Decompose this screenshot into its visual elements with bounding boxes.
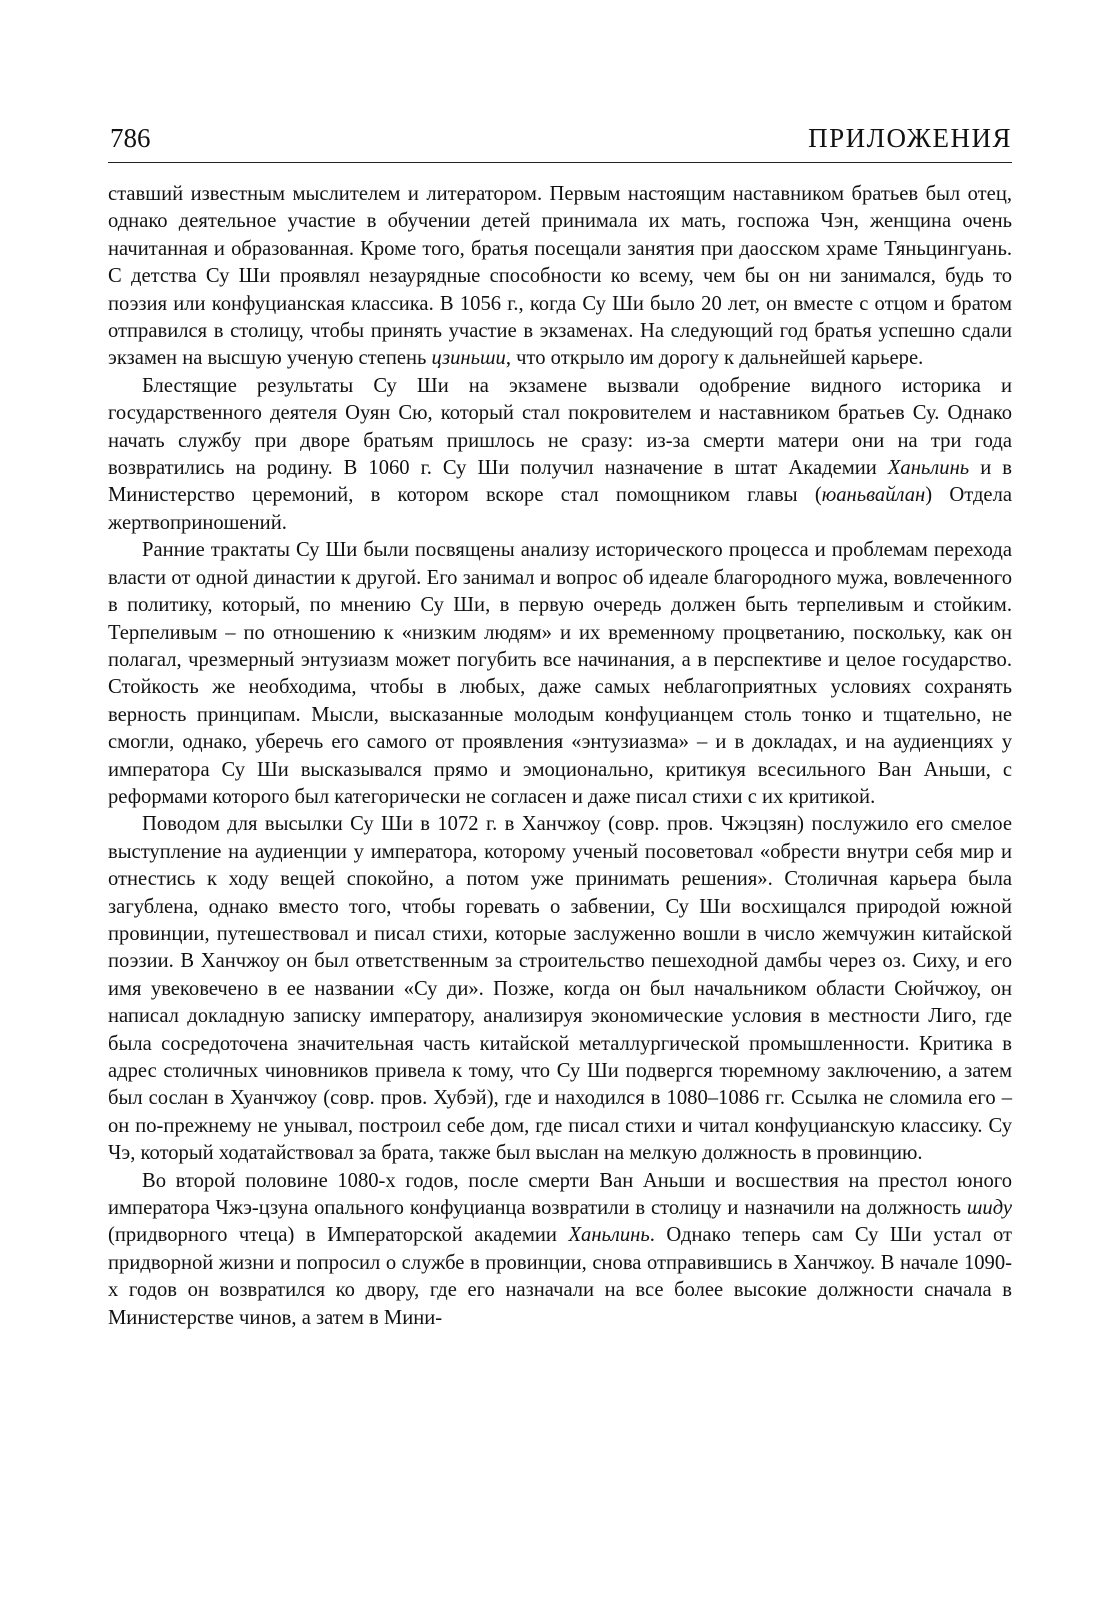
text-run: и в Министерство церемоний, в котором вскоре стал помощником главы ( bbox=[108, 457, 1012, 507]
text-run: Ранние трактаты Су Ши были посвящены анализу исторического процесса и проблемам перехода власти от одной династии к другой. Его занимал и вопрос об идеале благородного мужа, вовлеченного в политику, который, по мнению Су Ши, в первую очередь должен быть терпеливым и стойким. Терпеливым – по отношению к «низким людям» и их временному процветанию, поскольку, как он полагал, чрезмерный энтузиазм может погубить все начинания, а в перспективе и целое государство. Стойкость же необходима, чтобы в любых, даже самых неблагоприятных условиях сохранять верность принципам. Мысли, высказанные молодым конфуцианцем столь тонко и тщательно, не смогли, однако, уберечь его самого от проявления «энтузиазма» – и в докладах, и на аудиенциях у императора Су Ши высказывался прямо и эмоционально, критикуя всесильного Ван Аньши, с реформами которого был категорически не согласен и даже писал стихи с их критикой. bbox=[108, 539, 1012, 808]
italic-term: Ханьлинь bbox=[568, 1224, 650, 1247]
text-run: ) Отдела жертвоприношений. bbox=[108, 484, 1012, 534]
text-run: Во второй половине 1080-х годов, после смерти Ван Аньши и восшествия на престол юного императора Чжэ-цзуна опального конфуцианца возвратили в столицу и назначили на должность bbox=[108, 1169, 1012, 1220]
italic-term: цзиньши bbox=[431, 347, 506, 370]
text-run: ставший известным мыслителем и литератором. Первым настоящим наставником братьев был отец, однако деятельное участие в обучении детей принимала их мать, госпожа Чэн, женщина очень начитанная и образованная. Кроме того, братья посещали занятия при даосском храме Тяньцингуань. С детства Су Ши проявлял незаурядные способности ко всему, чем бы он ни занимался, будь то поэзия или конфуцианская классика. В 1056 г., когда Су Ши было 20 лет, он вместе с отцом и братом отправился в столицу, чтобы принять участие в экзаменах. На следующий год братья успешно сдали экзамен на высшую ученую степень bbox=[108, 183, 1012, 370]
paragraph bbox=[108, 181, 1012, 373]
italic-term: шиду bbox=[966, 1197, 1012, 1220]
book-page bbox=[108, 118, 1012, 1332]
paragraph bbox=[108, 811, 1012, 1167]
paragraph bbox=[108, 1168, 1012, 1332]
text-run: Поводом для высылки Су Ши в 1072 г. в Ханчжоу (совр. пров. Чжэцзян) послужило его смелое выступление на аудиенции у императора, которому ученый посоветовал «обрести внутри себя мир и отнестись к ходу вещей спокойно, а потом уже принимать решения». Столичная карьера была загублена, однако вместо того, чтобы горевать о забвении, Су Ши восхищался природой южной провинции, путешествовал и писал стихи, которые заслуженно вошли в число жемчужин китайской поэзии. В Ханчжоу он был ответственным за строительство пешеходной дамбы через оз. Сиху, и его имя увековечено в ее названии «Су ди». Позже, когда он был начальником области Сюйчжоу, он написал докладную записку императору, анализируя экономические условия в местности Лиго, где была сосредоточена значительная часть китайской металлургической промышленности. Критика в адрес столичных чиновников привела к тому, что Су Ши подвергся тюремному заключению, а затем был сослан в Хуанчжоу (совр. пров. Хубэй), где и находился в 1080–1086 гг. Ссылка не сломила его – он по-прежнему не унывал, построил себе дом, где писал стихи и читал конфуцианскую классику. Су Чэ, который ходатайствовал за брата, также был выслан на мелкую должность в провинцию. bbox=[108, 813, 1012, 1165]
text-run: (придворного чтеца) в Императорской академии bbox=[108, 1224, 569, 1247]
section-title: ПРИЛОЖЕНИЯ bbox=[808, 123, 1012, 153]
italic-term: Ханьлинь bbox=[887, 457, 970, 480]
text-run: . Однако теперь сам Су Ши устал от придворной жизни и попросил о службе в провинции, снова отправившись в Ханчжоу. В начале 1090-х годов он возвратился ко двору, где его назначали на все более высокие должности сначала в Министерстве чинов, а затем в Мини- bbox=[108, 1224, 1012, 1329]
text-run: Блестящие результаты Су Ши на экзамене вызвали одобрение видного историка и государственного деятеля Оуян Сю, который стал покровителем и наставником братьев Су. Однако начать службу при дворе братьям пришлось не сразу: из-за смерти матери они на три года возвратились на родину. В 1060 г. Су Ши получил назначение в штат Академии bbox=[108, 374, 1012, 480]
page-number: 786 bbox=[110, 123, 151, 153]
paragraph bbox=[108, 537, 1012, 811]
running-header bbox=[108, 118, 1012, 163]
body-text bbox=[108, 181, 1012, 1332]
text-run: , что открыло им дорогу к дальнейшей карьере. bbox=[505, 347, 924, 370]
italic-term: юаньвайлан bbox=[821, 484, 926, 507]
paragraph bbox=[108, 373, 1012, 537]
